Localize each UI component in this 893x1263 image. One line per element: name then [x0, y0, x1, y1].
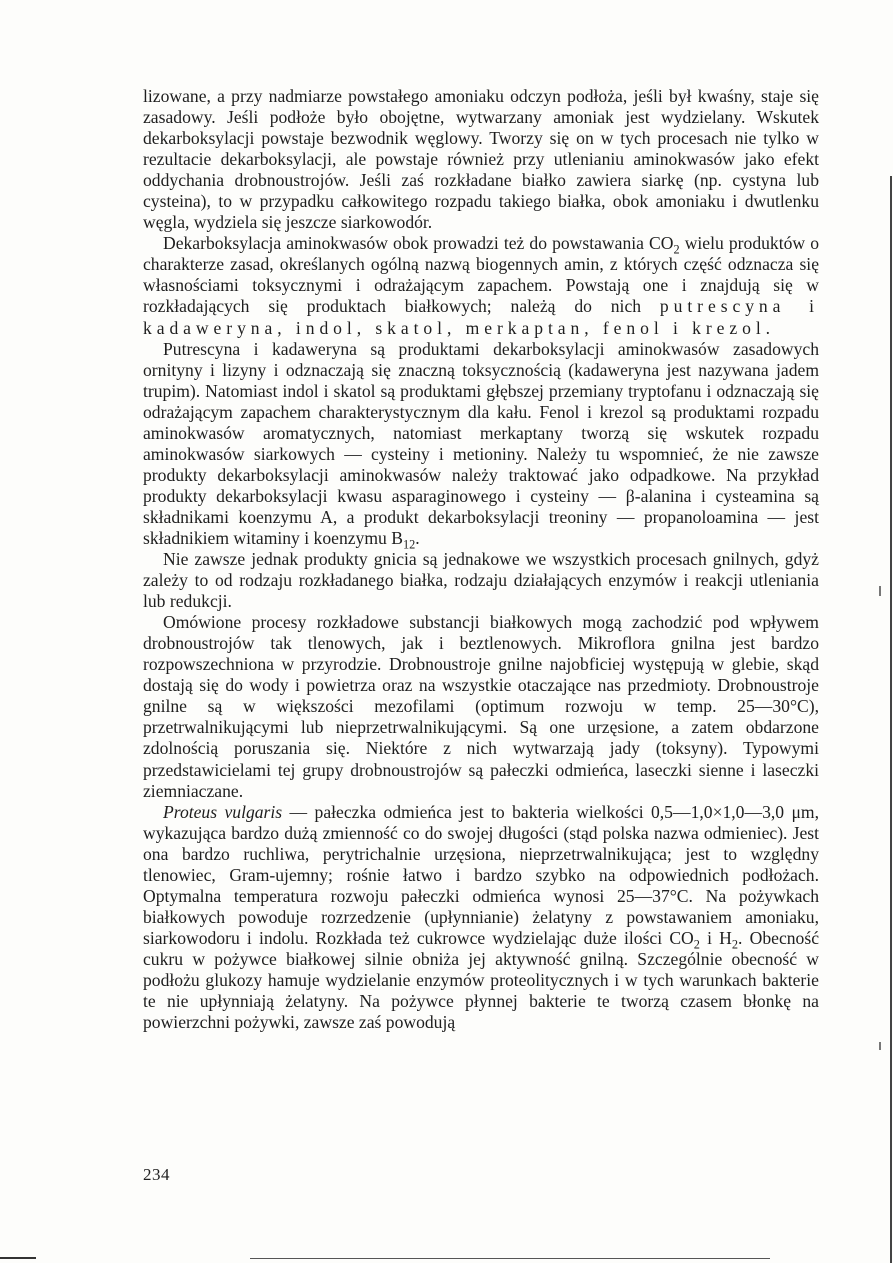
paragraph-p4	[143, 549, 819, 612]
text-run: .	[415, 527, 420, 548]
subscript: 2	[731, 937, 739, 952]
text-run: wielu produktów o charakterze zasad, określanych ogólną nazwą biogennych amin, z których część odznacza się własnościami toksycznymi i odrażającym zapachem. Powstają one i znajdują się w rozkładających się produktach białkowych; należą do nich	[143, 233, 819, 317]
paragraph-p6	[143, 802, 819, 1034]
scan-mark	[879, 1042, 881, 1050]
subscript: 2	[673, 242, 680, 257]
spaced-term-list: putrescyna i kadaweryna, indol, skatol, merkaptan, fenol i krezol	[143, 296, 819, 338]
text-run: — pałeczka odmieńca jest to bakteria wielkości 0,5—1,0×1,0—3,0 μm, wykazująca bardzo dużą zmienność co do swojej długości (stąd polska nazwa odmieniec). Jest ona bardzo ruchliwa, perytrichalnie urzęsiona, nieprzetrwalnikująca; jest to względny tlenowiec, Gram-ujemny; rośnie łatwo i bardzo szybko na odpowiednich podłożach. Optymalna temperatura rozwoju pałeczki odmieńca wynosi 25—37°C. Na pożywkach białkowych powoduje rozrzedzenie (upłynnianie) żelatyny z powstawaniem amoniaku, siarkowodoru i indolu. Rozkłada też cukrowce wydzielając duże ilości CO	[143, 801, 819, 948]
scan-edge-bottom	[0, 1257, 36, 1259]
text-run: .	[765, 317, 771, 338]
text-run: Nie zawsze jednak produkty gnicia są jednakowe we wszystkich procesach gnilnych, gdyż zależy to od rodzaju rozkładanego białka, rodzaju działających enzymów i reakcji utleniania lub redukcji.	[143, 549, 819, 612]
text-run: i H	[699, 927, 732, 948]
subscript: 2	[693, 937, 700, 952]
subscript: 12	[402, 537, 416, 552]
text-run: Putrescyna i kadaweryna są produktami dekarboksylacji aminokwasów zasadowych ornityny i lizyny i odznaczają się znaczną toksycznością (kadaweryna jest nazywana jadem trupim). Natomiast indol i skatol są produktami głębszej przemiany tryptofanu i odznaczają się odrażającym zapachem charakterystycznym dla kału. Fenol i krezol są produktami rozpadu aminokwasów aromatycznych, natomiast merkaptany tworzą się wskutek rozpadu aminokwasów siarkowych — cysteiny i metioniny. Należy tu wspomnieć, że nie zawsze produkty dekarboksylacji aminokwasów należy traktować jako odpadkowe. Na przykład produkty dekarboksylacji kwasu asparaginowego i cysteiny — β-alanina i cysteamina są składnikami koenzymu A, a produkt dekarboksylacji treoniny — propanoloamina — jest składnikiem witaminy i koenzymu B	[143, 338, 819, 548]
paragraph-p5	[143, 612, 819, 801]
text-run: Dekarboksylacja aminokwasów obok prowadzi też do powstawania CO	[163, 233, 674, 254]
text-run: Omówione procesy rozkładowe substancji białkowych mogą zachodzić pod wpływem drobnoustrojów tak tlenowych, jak i beztlenowych. Mikroflora gnilna jest bardzo rozpowszechniona w przyrodzie. Drobnoustroje gnilne najobficiej występują w glebie, skąd dostają się do wody i powietrza oraz na wszystkie otaczające nas przedmioty. Drobnoustroje gnilne są w większości mezofilami (optimum rozwoju w temp. 25—30°C), przetrwalnikującymi lub nieprzetrwalnikującymi. Są one urzęsione, a zatem obdarzone zdolnością poruszania się. Niektóre z nich wytwarzają jady (toksyny). Typowymi przedstawicielami tej grupy drobnoustrojów są pałeczki odmieńca, laseczki sienne i laseczki ziemniaczane.	[143, 612, 819, 801]
page-number: 234	[143, 1165, 170, 1184]
italic-term: Proteus vulgaris	[163, 801, 283, 822]
text-run: . Obecność cukru w pożywce białkowej silnie obniża jej aktywność gnilną. Szczególnie obecność w podłożu glukozy hamuje wydzielanie enzymów proteolitycznych i w tych warunkach bakterie te nie upłynniają żelatyny. Na pożywce płynnej bakterie te tworzą czasem błonkę na powierzchni pożywki, zawsze zaś powodują	[143, 927, 819, 1033]
scan-edge-right	[890, 176, 892, 1263]
text-run: lizowane, a przy nadmiarze powstałego amoniaku odczyn podłoża, jeśli był kwaśny, staje się zasadowy. Jeśli podłoże było obojętne, wytwarzany amoniak jest wydzielany. Wskutek dekarboksylacji powstaje bezwodnik węglowy. Tworzy się on w tych procesach nie tylko w rezultacie dekarboksylacji, ale powstaje również przy utlenianiu aminokwasów jako efekt oddychania drobnoustrojów. Jeśli zaś rozkładane białko zawiera siarkę (np. cystyna lub cysteina), to w przypadku całkowitego rozpadu takiego białka, obok amoniaku i dwutlenku węgla, wydziela się jeszcze siarkowodór.	[143, 86, 819, 233]
paragraph-p1	[143, 86, 819, 233]
page-body-text	[143, 86, 819, 1033]
scan-mark	[879, 586, 881, 596]
paragraph-p2	[143, 233, 819, 338]
paragraph-p3	[143, 338, 819, 552]
scan-edge-bottom	[250, 1258, 770, 1259]
